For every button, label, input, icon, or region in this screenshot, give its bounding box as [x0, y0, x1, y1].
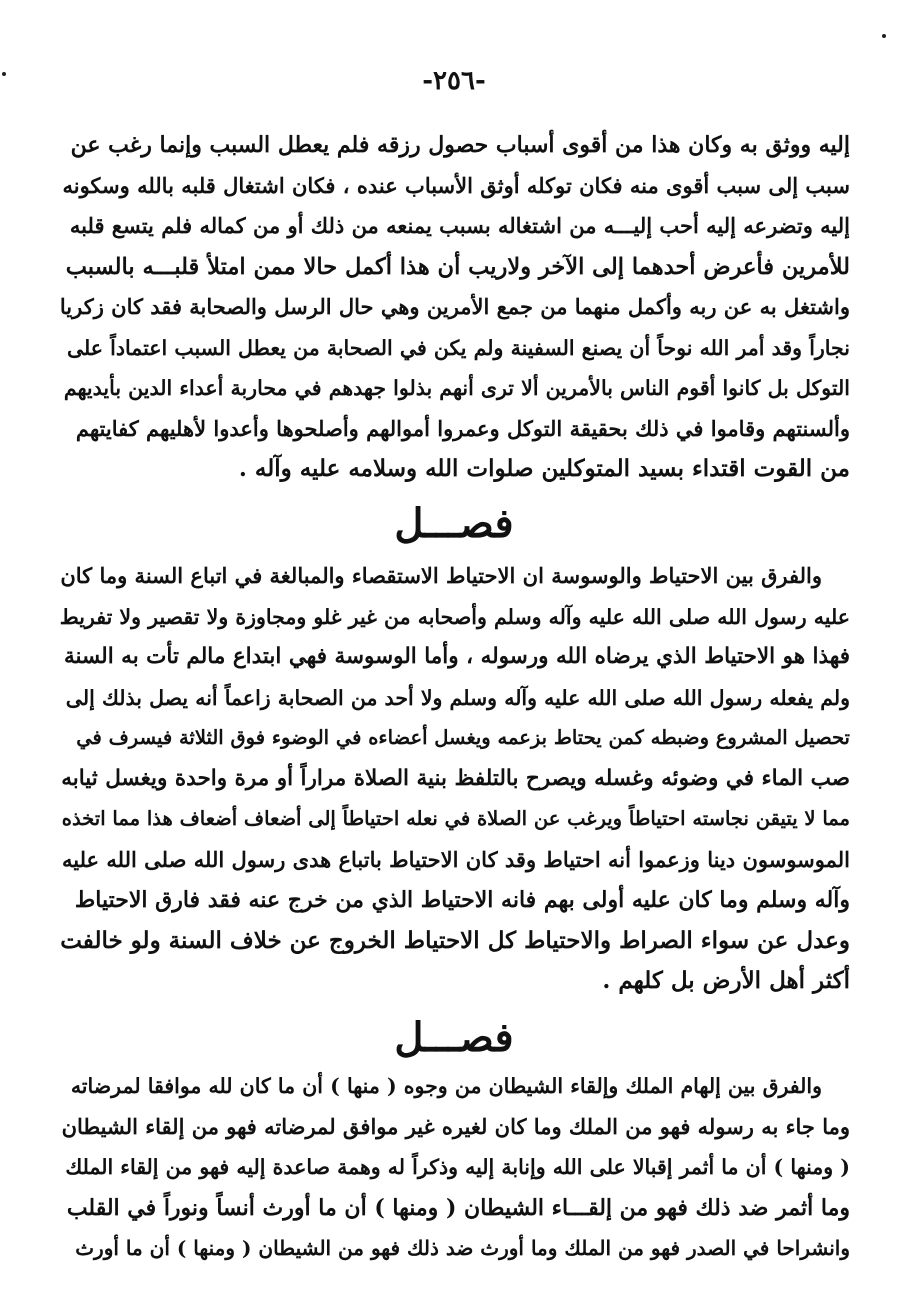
section-heading-2: فصـــل: [394, 1014, 514, 1061]
paragraph-3: [60, 1066, 850, 1269]
text-line: من القوت اقتداء بسيد المتوكلين صلوات الله وسلامه عليه وآله .: [238, 455, 850, 482]
text-line: للأمرين فأعرض أحدهما إلى الآخر ولاريب أن هذا أكمل حالا ممن امتلأ قلبـــه بالسبب: [65, 253, 850, 280]
page-number: -٢٥٦-: [422, 66, 486, 96]
text-line: ( ومنها ) أن ما أثمر إقبالا على الله وإنابة إليه وذكراً له وهمة صاعدة إليه فهو من إلقاء الملك: [65, 1155, 850, 1179]
section-heading-1: فصـــل: [394, 500, 514, 547]
text-line: فهذا هو الاحتياط الذي يرضاه الله ورسوله ، وأما الوسوسة فهي ابتداع مالم تأت به السنة: [63, 644, 850, 669]
text-line: التوكل بل كانوا أقوم الناس بالأمرين ألا ترى أنهم بذلوا جهدهم في محاربة أعداء الدين بأيديهم: [63, 376, 850, 400]
scan-speck: [882, 34, 886, 38]
text-line: واشتغل به عن ربه وأكمل منهما من جمع الأمرين وهي حال الرسل والصحابة فقد كان زكريا: [60, 294, 850, 319]
text-line: مما لا يتيقن نجاسته احتياطاً ويرغب عن الصلاة في نعله احتياطاً إلى أضعاف أضعاف هذا مما اتخذه: [61, 807, 850, 830]
text-line: سبب إلى سبب أقوى منه فكان توكله أوثق الأسباب عنده ، فكان اشتغال قلبه بالله وسكونه: [62, 172, 850, 198]
text-line: أكثر أهل الأرض بل كلهم .: [602, 967, 850, 994]
text-line: والفرق بين إلهام الملك وإلقاء الشيطان من وجوه ( منها ) أن ما كان لله موافقا لمرضاته: [70, 1074, 822, 1098]
text-line: وما جاء به رسوله فهو من الملك وما كان لغيره غير موافق لمرضاته فهو من إلقاء الشيطان: [61, 1113, 850, 1139]
text-line: عليه رسول الله صلى الله عليه وآله وسلم وأصحابه من غير غلو ومجاوزة ولا تقصير ولا تفريط: [60, 604, 850, 629]
text-line: وانشراحا في الصدر فهو من الملك وما أورث ضد ذلك فهو من الشيطان ( ومنها ) أن ما أورث: [75, 1236, 850, 1260]
text-line: والفرق بين الاحتياط والوسوسة ان الاحتياط الاستقصاء والمبالغة في اتباع السنة وما كان: [60, 563, 822, 588]
text-line: وآله وسلم وما كان عليه أولى بهم فانه الاحتياط الذي من خرج عنه فقد فارق الاحتياط: [74, 887, 850, 913]
text-line: ولم يفعله رسول الله صلى الله عليه وآله وسلم ولا أحد من الصحابة زاعماً أنه يصل بذلك إلى: [65, 685, 850, 710]
text-line: صب الماء في وضوئه وغسله ويصرح بالتلفظ بنية الصلاة مراراً أو مرة واحدة ويغسل ثيابه: [61, 765, 850, 791]
text-line: نجاراً وقد أمر الله نوحاً أن يصنع السفينة ولم يكن في الصحابة من يعطل السبب اعتماداً على: [66, 335, 850, 360]
text-line: وألسنتهم وقاموا في ذلك بحقيقة التوكل وعمروا أموالهم وأصلحوها وأعدوا لأهليهم كفايتهم: [75, 415, 850, 441]
text-line: تحصيل المشروع وضبطه كمن يحتاط بزعمه ويغسل أعضاءه في الوضوء فوق الثلاثة فيسرف في: [76, 726, 850, 749]
text-line: إليه ووثق به وكان هذا من أقوى أسباب حصول رزقه فلم يعطل السبب وإنما رغب عن: [70, 132, 850, 158]
paragraph-2: [60, 556, 850, 1002]
paragraph-1: [60, 125, 850, 490]
text-line: وعدل عن سواء الصراط والاحتياط كل الاحتياط الخروج عن خلاف السنة ولو خالفت: [60, 926, 850, 954]
text-line: وما أثمر ضد ذلك فهو من إلقـــاء الشيطان ( ومنها ) أن ما أورث أنساً ونوراً في القلب: [66, 1194, 850, 1221]
text-line: الموسوسون دينا وزعموا أنه احتياط وقد كان الاحتياط باتباع هدى رسول الله صلى الله عليه: [62, 846, 850, 872]
text-line: إليه وتضرعه إليه أحب إليـــه من اشتغاله بسبب يمنعه من ذلك أو من كماله فلم يتسع قلبه: [69, 213, 850, 238]
